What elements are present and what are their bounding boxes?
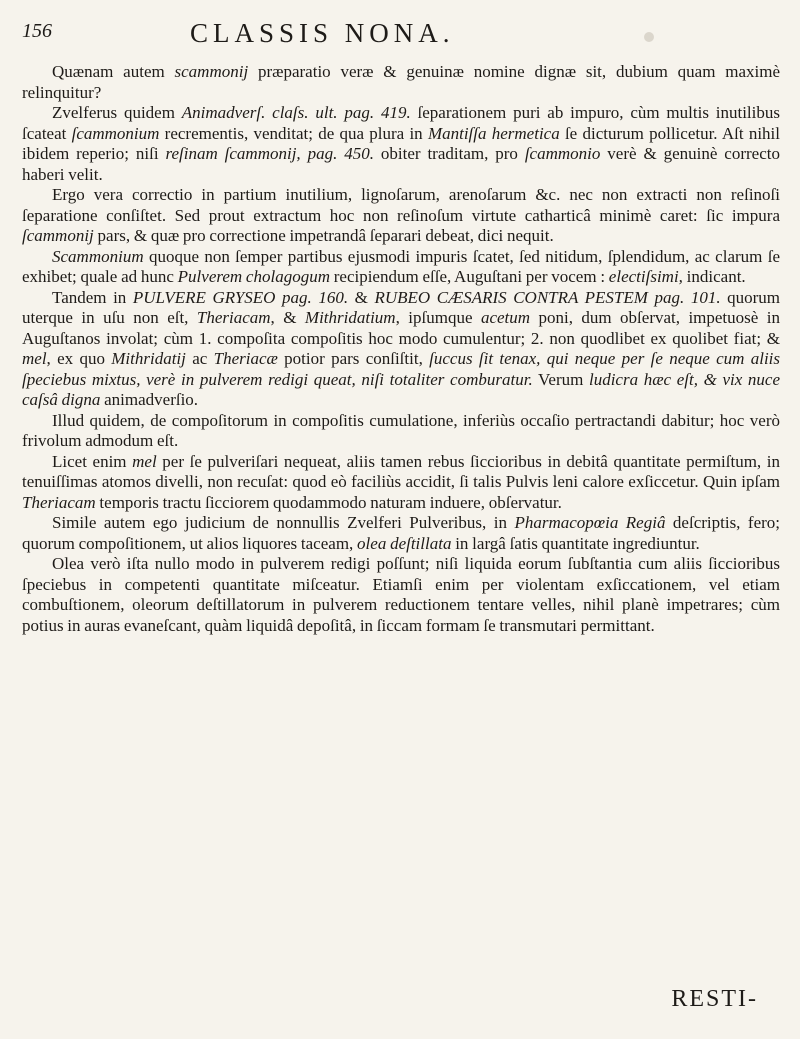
text-run: Quænam autem	[52, 62, 175, 81]
running-head: CLASSIS NONA.	[190, 18, 455, 48]
text-run: Zvelferus quidem	[52, 103, 182, 122]
italic-text: ludicra hæc eſt, & vix nuce caſsâ digna	[22, 369, 780, 409]
paragraph	[22, 185, 780, 247]
italic-text: ſuccus ſit tenax, qui neque per ſe neque cum aliis ſpeciebus mixtus, verè in pulverem redigi queat, niſi totaliter comburatur.	[22, 349, 781, 389]
italic-text: pag. 101.	[654, 287, 721, 307]
italic-text: Pharmacopœia Regiâ	[514, 513, 666, 532]
ink-spot	[644, 32, 654, 42]
text-run: in largâ ſatis quantitate ingrediuntur.	[451, 533, 700, 553]
text-run: præparatio veræ & genuinæ nomine dignæ sit, dubium quam maximè relinquitur?	[22, 62, 781, 102]
text-run: Licet enim	[52, 451, 133, 471]
text-run: Ergo vera correctio in partium inutilium, lignoſarum, arenoſarum &c. nec non extracti non reſinoſi ſeparatione conſiſtet. Sed prout extractum hoc non reſinoſum virtute catharticâ minimè caret: ſic impura	[22, 185, 780, 225]
italic-text: Mantiſſa hermetica	[427, 123, 560, 143]
text-run: ſe dicturum pollicetur. Aſt nihil ibidem reperio; niſi	[22, 123, 781, 163]
text-run: pars, & quæ pro correctione impetrandâ ſeparari debeat, dici nequit.	[93, 226, 554, 245]
page-header	[22, 14, 778, 54]
text-run: , &	[270, 308, 305, 327]
text-run: quorum uterque in uſu non eſt,	[22, 287, 781, 327]
text-run: Tandem in	[52, 287, 133, 307]
text-run: Illud quidem, de compoſitorum in compoſitis cumulatione, inferiùs occaſio pertractandi dabitur; hoc verò frivolum admodum eſt.	[22, 410, 780, 450]
italic-text: acetum	[480, 308, 531, 327]
text-run: indicant.	[682, 267, 746, 286]
text-run: potior pars conſiſtit,	[277, 349, 430, 368]
italic-text: Theriacam	[22, 492, 96, 512]
catchword: RESTI-	[671, 986, 758, 1012]
italic-text: olea deſtillata	[357, 533, 452, 553]
italic-text: electiſsimi,	[608, 267, 683, 286]
italic-text: scammonij	[174, 62, 249, 81]
text-run: Olea verò iſta nullo modo in pulverem redigi poſſunt; niſi liquida eorum ſubſtantia cum aliis ſiccioribus ſpeciebus in competenti quantitate miſceatur. Etiamſi enim per violentam exſiccationem, vel etiam combuſtionem, oleorum deſtillatorum in pulverem reductionem tentare velles, nihil planè impetrares; cùm potius in auras evaneſcant, quàm liquidâ depoſitâ, in ſiccam formam ſe transmutari permittant.	[22, 554, 780, 635]
paragraph	[22, 411, 780, 452]
paragraph	[22, 452, 780, 514]
italic-text: mel	[22, 349, 47, 368]
italic-text: reſinam ſcammonij, pag. 450.	[165, 144, 374, 163]
italic-text: RUBEO CÆSARIS CONTRA PESTEM	[374, 287, 648, 307]
italic-text: PULVERE GRYSEO	[132, 287, 276, 307]
page-number: 156	[22, 20, 52, 42]
text-run: , ipſumque	[395, 308, 481, 327]
italic-text: Mithridatij	[111, 349, 186, 368]
italic-text: ſcammonium	[71, 123, 160, 143]
italic-text: Animadverſ. claſs. ult. pag. 419.	[181, 103, 411, 122]
text-run	[648, 288, 655, 307]
text-run: obiter traditam, pro	[373, 144, 525, 163]
italic-text: Theriacam	[196, 308, 271, 327]
text-run: per ſe pulveriſari nequeat, aliis tamen rebus ſiccioribus in debitâ quantitate permiſtum, in tenuiſſimas atomos divelli, non recuſat: quod eò faciliùs accidit, ſi talis Pulvis leni calore exſiccetur. Quin ipſam	[22, 451, 780, 491]
paragraph	[22, 554, 780, 636]
italic-text: Mithridatium	[304, 308, 396, 327]
text-run: poni, dum obſervat, impetuosè in Auguſtanos involat; cùm 1. compoſita compoſitis hoc modo cumulentur; 2. non quodlibet ex quolibet fiat; &	[22, 308, 780, 348]
text-run: verè & genuinè correcto haberi velit.	[22, 144, 780, 184]
text-run: &	[348, 287, 375, 307]
italic-text: Pulverem cholagogum	[177, 267, 330, 286]
italic-text: mel	[132, 451, 157, 471]
text-run: Verum	[532, 369, 589, 389]
italic-text: pag. 160.	[282, 287, 349, 307]
paragraph	[22, 247, 780, 288]
italic-text: ſcammonij	[22, 226, 94, 245]
text-run: Simile autem ego judicium de nonnullis Zvelferi Pulveribus, in	[52, 513, 515, 532]
text-run: temporis tractu ſicciorem quodammodo naturam induere, obſervatur.	[95, 492, 562, 512]
text-run: ac	[185, 349, 214, 368]
italic-text: Theriacæ	[213, 349, 278, 368]
paragraph	[22, 288, 780, 411]
text-run: quoque non ſemper partibus ejusmodi impuris ſcatet, ſed nitidum, ſplendidum, ac clarum ſe exhibet; quale ad hunc	[22, 246, 780, 286]
text-run: deſcriptis, fero; quorum compoſitionem, ut alios liquores taceam,	[22, 513, 780, 553]
paragraph	[22, 62, 780, 103]
text-run: animadverſio.	[100, 390, 199, 409]
text-run: ſeparationem puri ab impuro, cùm multis inutilibus ſcateat	[22, 103, 780, 143]
italic-text: Scammonium	[52, 246, 144, 266]
paragraph	[22, 103, 780, 185]
text-run: recrementis, venditat; de qua plura in	[159, 123, 428, 143]
italic-text: ſcammonio	[524, 144, 601, 163]
text-run: recipiendum eſſe, Auguſtani per vocem :	[329, 267, 609, 286]
page-body	[22, 62, 780, 636]
text-run: , ex quo	[46, 349, 112, 368]
paragraph	[22, 513, 780, 554]
